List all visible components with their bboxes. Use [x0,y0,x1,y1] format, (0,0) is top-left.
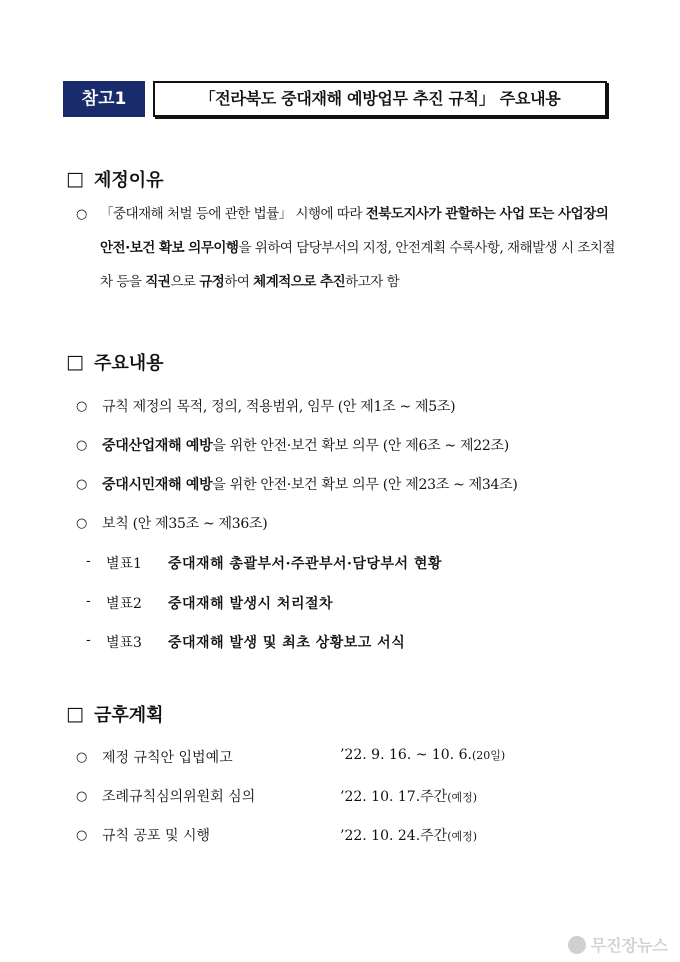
list-item [102,435,509,455]
sub-item-code: 별표2 [106,596,142,612]
bullet-icon: ○ [76,828,88,843]
date-note: (예정) [447,830,478,843]
text-run: 으로 [170,274,200,290]
sub-item-code: 별표3 [106,635,142,651]
bullet-icon: ○ [76,438,88,453]
sub-item-text: 중대재해 발생 및 최초 상황보고 서식 [168,635,406,651]
sub-item [86,553,442,573]
text-run-bold: 중대시민재해 예방 [102,477,213,493]
text-run: 을 위한 안전·보건 확보 의무 (안 제23조 ~ 제34조) [212,477,518,493]
text-run-bold: 규정 [199,274,225,290]
sub-item-text: 중대재해 총괄부서·주관부서·담당부서 현황 [168,556,442,572]
section-title-main [66,349,164,375]
dash: - [86,632,91,648]
sub-item-text: 중대재해 발생시 처리절차 [168,596,334,612]
schedule-date [340,825,477,845]
text-run-bold: 직권 [145,274,171,290]
bullet-icon: ○ [76,789,88,804]
date-text: ’22. 10. 17.주간 [340,789,448,805]
sub-item [86,632,405,652]
list-item [102,474,518,494]
text-run: 하고자 함 [345,274,400,290]
header [63,81,607,117]
schedule-label: 규칙 공포 및 시행 [102,828,211,844]
text-run-bold: 체계적으로 추진 [253,274,346,290]
watermark [568,933,668,956]
date-text: ’22. 9. 16. ~ 10. 6. [340,747,472,763]
bullet-icon: ○ [76,207,88,222]
schedule-label: 조례규칙심의위원회 심의 [102,789,256,805]
section-title-text: 주요내용 [93,353,164,374]
checkbox-icon: □ [66,703,84,725]
schedule-date [340,786,477,806]
section-title-plan [66,701,164,727]
text-run: 「중대재해 처벌 등에 관한 법률」 시행에 따라 [100,206,366,222]
reason-paragraph [100,197,620,299]
section-title-text: 제정이유 [93,170,164,191]
date-note: (예정) [447,791,478,804]
sub-item-code: 별표1 [106,556,142,572]
section-title-text: 금후계획 [93,705,164,726]
reference-tag: 참고1 [63,81,145,117]
checkbox-icon: □ [66,168,84,190]
document-title: 「전라북도 중대재해 예방업무 추진 규칙」 주요내용 [153,81,607,117]
text-run: 을 위한 안전·보건 확보 의무 (안 제6조 ~ 제22조) [212,438,509,454]
bullet-icon: ○ [76,477,88,492]
list-item: 보칙 (안 제35조 ~ 제36조) [102,516,268,532]
schedule-label: 제정 규칙안 입법예고 [102,750,233,766]
dash: - [86,553,91,569]
section-title-reason [66,166,164,192]
date-text: ’22. 10. 24.주간 [340,828,448,844]
bullet-icon: ○ [76,516,88,531]
watermark-text: 무진장뉴스 [590,936,668,955]
sub-item [86,593,333,613]
schedule-date [340,747,505,763]
dash: - [86,593,91,609]
watermark-logo-icon [568,936,586,954]
checkbox-icon: □ [66,351,84,373]
bullet-icon: ○ [76,399,88,414]
bullet-icon: ○ [76,750,88,765]
date-note: (20일) [471,749,506,762]
text-run-bold: 전북도지사가 관할하는 사업 또는 사업장의 안전·보건 확보 의무이행 [100,206,609,256]
text-run: 하여 [224,274,254,290]
list-item: 규칙 제정의 목적, 정의, 적용범위, 임무 (안 제1조 ~ 제5조) [102,399,456,415]
text-run: 을 위하여 담당부서의 지정, 안전계획 수록사항, 재해발생 시 조치절차 등을 [100,240,615,290]
text-run-bold: 중대산업재해 예방 [102,438,213,454]
